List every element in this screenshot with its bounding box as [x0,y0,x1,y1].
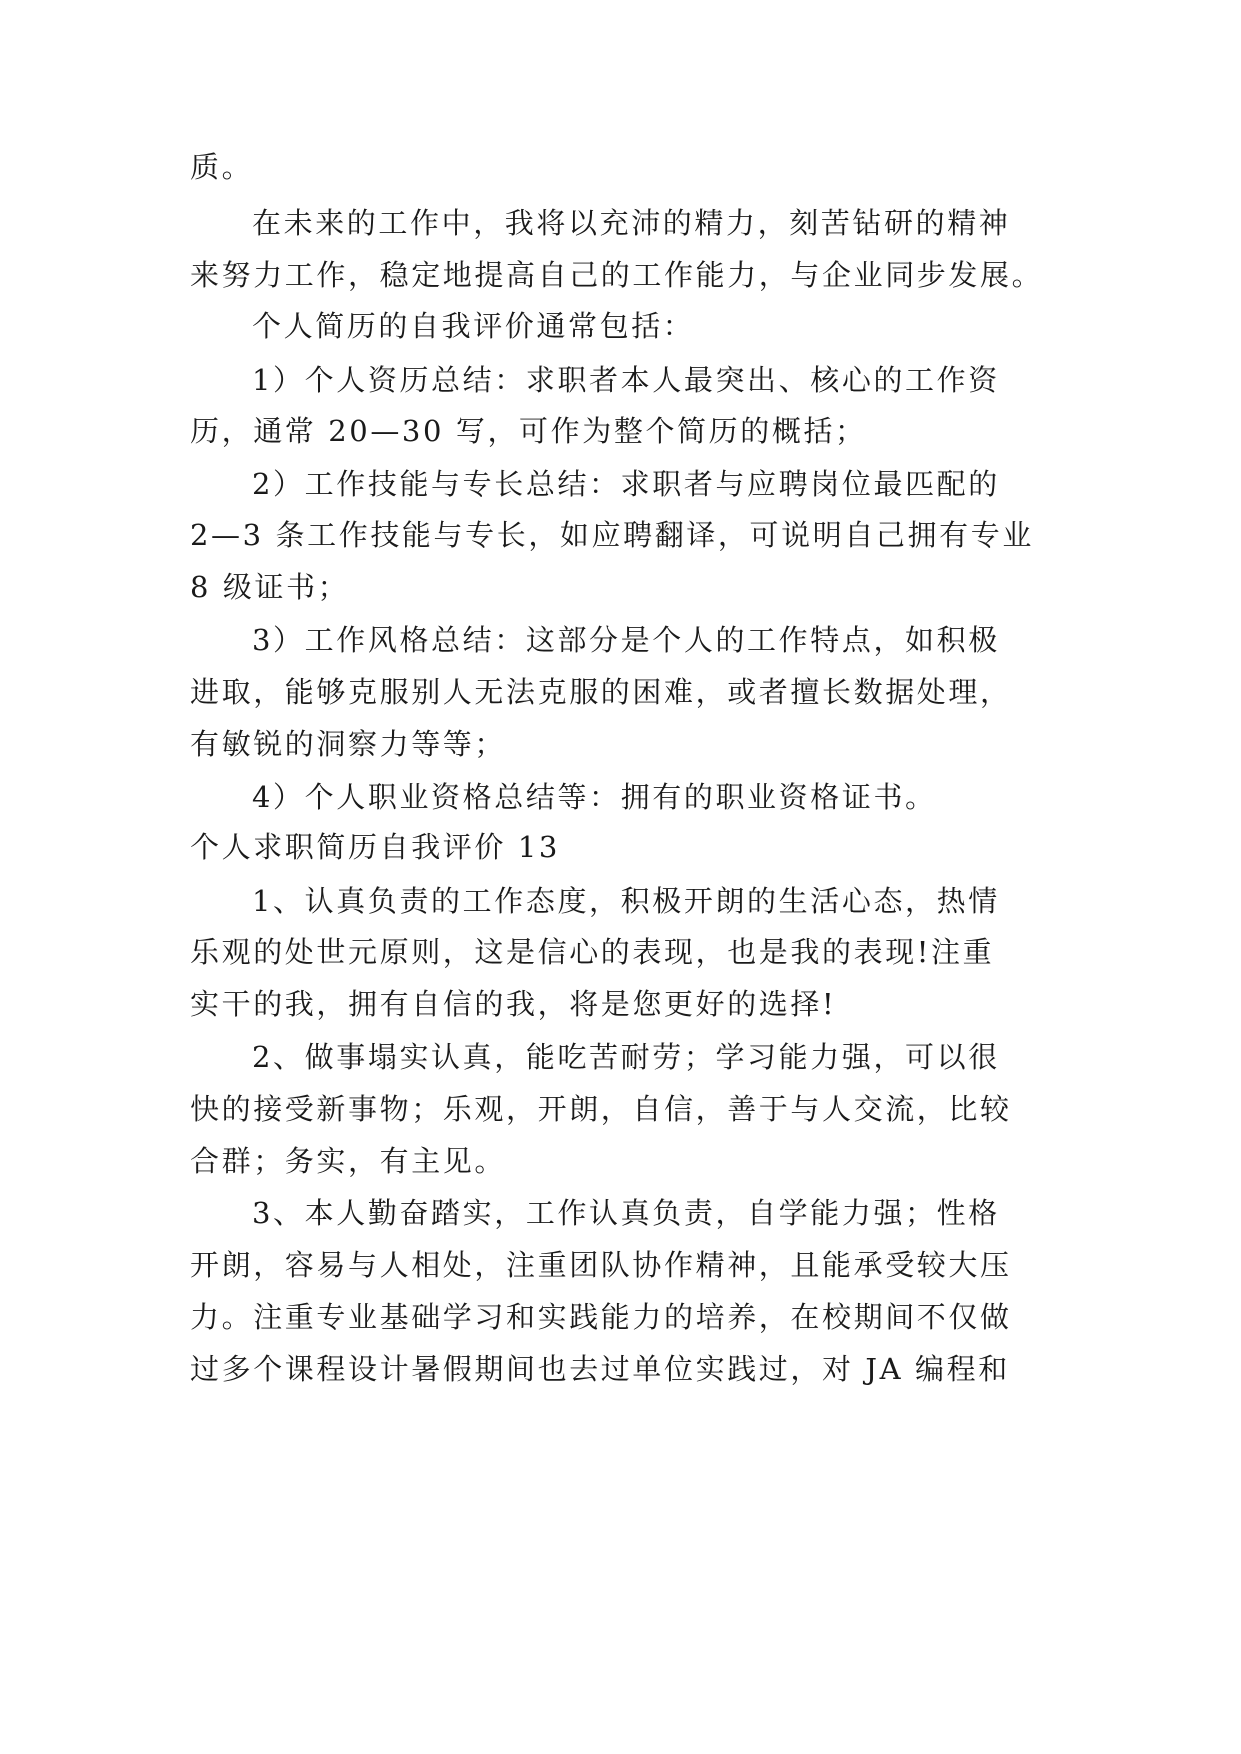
text-line: 8 级证书； [190,570,350,604]
text-line: 有敏锐的洞察力等等； [190,727,507,761]
text-line: 个人简历的自我评价通常包括： [252,309,695,343]
text-line: 2）工作技能与专长总结：求职者与应聘岗位最匹配的 [252,467,1000,501]
text-line: 合群；务实，有主见。 [190,1144,507,1178]
text-line: 3、本人勤奋踏实，工作认真负责，自学能力强；性格 [252,1196,1000,1230]
text-line: 历，通常 20—30 写，可作为整个简历的概括； [190,414,867,448]
text-line: 过多个课程设计暑假期间也去过单位实践过，对 JA 编程和 [190,1352,1010,1386]
text-line: 4）个人职业资格总结等：拥有的职业资格证书。 [252,780,937,814]
text-line: 力。注重专业基础学习和实践能力的培养，在校期间不仅做 [190,1300,1012,1334]
text-line: 在未来的工作中，我将以充沛的精力，刻苦钻研的精神 [252,206,1011,240]
text-line: 实干的我，拥有自信的我，将是您更好的选择! [190,987,837,1021]
text-line: 开朗，容易与人相处，注重团队协作精神，且能承受较大压 [190,1248,1012,1282]
text-line: 质。 [190,150,254,184]
text-line: 来努力工作，稳定地提高自己的工作能力，与企业同步发展。 [190,258,1044,292]
text-line: 进取，能够克服别人无法克服的困难，或者擅长数据处理， [190,675,1012,709]
text-line: 3）工作风格总结：这部分是个人的工作特点，如积极 [252,623,1000,657]
text-line: 1）个人资历总结：求职者本人最突出、核心的工作资 [252,363,1000,397]
section-heading: 个人求职简历自我评价 13 [190,830,560,864]
text-line: 1、认真负责的工作态度，积极开朗的生活心态，热情 [252,884,1000,918]
text-line: 乐观的处世元原则，这是信心的表现，也是我的表现!注重 [190,935,995,969]
text-line: 2、做事塌实认真，能吃苦耐劳；学习能力强，可以很 [252,1040,1000,1074]
text-line: 快的接受新事物；乐观，开朗，自信，善于与人交流，比较 [190,1092,1012,1126]
text-line: 2—3 条工作技能与专长，如应聘翻译，可说明自己拥有专业 [190,518,1034,552]
